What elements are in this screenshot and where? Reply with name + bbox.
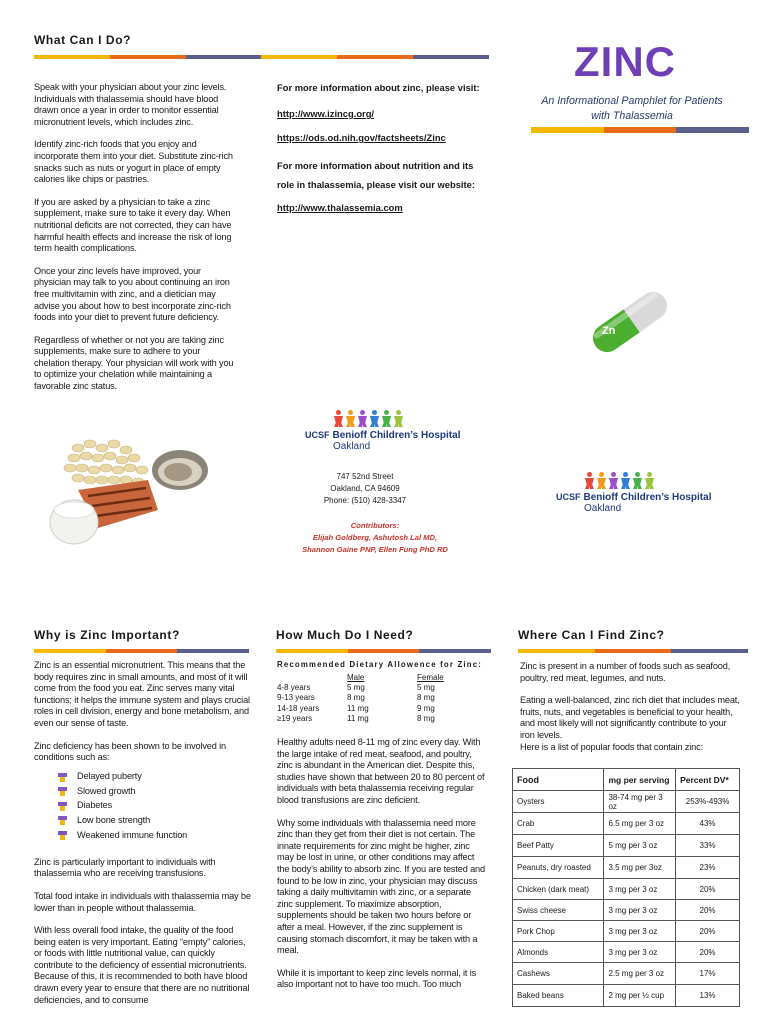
rda-title: Recommended Dietary Allowence for Zinc: <box>277 660 483 669</box>
info-intro: For more information about zinc, please visit: <box>277 82 480 93</box>
hospital-name: Benioff Children’s Hospital <box>332 430 461 441</box>
table-row: Baked beans 2 mg per ½ cup 13% <box>513 985 740 1007</box>
table-row: Peanuts, dry roasted 3.5 mg per 3oz 23% <box>513 857 740 879</box>
list-item: Weakened immune function <box>34 828 252 843</box>
cover-subtitle-line: An Informational Pamphlet for Patients <box>541 95 723 107</box>
contributors-label: Contributors: <box>350 521 400 530</box>
kids-logo-icon <box>584 472 731 490</box>
address-city: Oakland, CA 94609 <box>330 484 400 493</box>
cover-hospital-logo <box>556 472 731 514</box>
zinc-capsule-image <box>580 282 680 362</box>
table-row: 4-8 years 5 mg 5 mg <box>277 683 435 693</box>
panel6-stripe <box>518 649 748 653</box>
panel6-heading: Where Can I Find Zinc? <box>518 628 665 642</box>
rda-table <box>277 672 457 724</box>
capsule-label: Zn <box>602 325 616 337</box>
column-header: Percent DV* <box>676 769 740 791</box>
bullet-icon <box>58 816 67 825</box>
panel6-paragraph: Eating a well-balanced, zinc rich diet that includes meat, fruits, nuts, and vegetables is beneficial to your health, and most likely will not significantly contribute to your iron levels. <box>520 695 740 740</box>
table-row: ≥19 years 11 mg 8 mg <box>277 714 435 724</box>
panel5-heading: How Much Do I Need? <box>276 628 414 642</box>
cover-subtitle <box>522 94 742 124</box>
table-row: Almonds 3 mg per 3 oz 20% <box>513 942 740 963</box>
panel5-paragraph: Healthy adults need 8-11 mg of zinc every day. With the large intake of red meat, seafood, and poultry, zinc is abundant in the American diet. Despite this, studies have shown that between 20 to 80 percent of individuals with beta thalassemia receiving regular blood transfusions are zinc deficient. <box>277 737 485 805</box>
panel4-heading: Why is Zinc Important? <box>34 628 180 642</box>
contributors <box>290 520 460 556</box>
table-row: 14-18 years 11 mg 9 mg <box>277 703 435 713</box>
panel4-stripe <box>34 649 249 653</box>
panel4-paragraph: Zinc is particularly important to individuals with thalassemia who are receiving transfusions. <box>34 856 216 879</box>
hospital-name: Benioff Children’s Hospital <box>583 492 712 503</box>
panel4-paragraph: With less overall food intake, the quality of the food being eaten is very important. Eating “empty” calories, or foods with little nutritional value, can quickly contribute to the deficiency of essential micronutrients. Because of this, it is recommended to both have blood drawn every year to ensure that there are no nutritional deficiencies, and to consume <box>34 925 250 1005</box>
panel4-body <box>34 660 252 1017</box>
panel1-stripe <box>34 55 489 59</box>
panel4-paragraph: Zinc deficiency has been shown to be involved in conditions such as: <box>34 740 226 763</box>
bullet-icon <box>58 773 67 782</box>
table-row: Crab 6.5 mg per 3 oz 43% <box>513 813 740 835</box>
panel1-paragraph: If you are asked by a physician to take a zinc supplement, make sure to take it every day. When nutritional deficits are not corrected, they can have harmful health effects and increase the risk of long term health complications. <box>34 196 232 254</box>
table-row: Chicken (dark meat) 3 mg per 3 oz 20% <box>513 879 740 900</box>
bullet-icon <box>58 787 67 796</box>
contributors-line: Elijah Goldberg, Ashutosh Lal MD, <box>312 533 438 542</box>
address-phone: Phone: (510) 428-3347 <box>323 496 407 505</box>
zinc-foods-table <box>512 768 740 1007</box>
panel1-paragraph: Regardless of whether or not you are taking zinc supplements, make sure to adhere to your chelation therapy. Your physician will work with you to optimize your chelation while maintaining a favorable zinc status. <box>34 334 234 392</box>
address-street: 747 52nd Street <box>336 472 394 481</box>
kids-logo-icon <box>333 410 480 428</box>
panel1-paragraph: Once your zinc levels have improved, your physician may talk to you about continuing an iron free multivitamin with zinc, and a dietician may advise you about how to best incorporate zinc-rich foods into your diet to prevent future deficiency. <box>34 265 231 323</box>
list-item: Slowed growth <box>34 784 252 799</box>
deficiency-conditions-list <box>34 770 252 843</box>
panel4-paragraph: Total food intake in individuals with thalassemia may be lower than in people without thalassemia. <box>34 890 251 913</box>
panel1-heading: What Can I Do? <box>34 33 132 47</box>
cover-stripe <box>531 127 749 133</box>
hospital-address <box>300 471 430 507</box>
panel6-paragraph: Here is a list of popular foods that contain zinc: <box>520 741 703 752</box>
table-row: Oysters 38-74 mg per 3 oz 253%-493% <box>513 791 740 813</box>
panel1-body <box>34 82 236 404</box>
izincg-link[interactable]: http://www.izincg.org/ <box>277 108 375 119</box>
rda-header-male: Male <box>347 672 365 682</box>
column-header: mg per serving <box>604 769 676 791</box>
info-intro2: For more information about nutrition and its role in thalassemia, please visit our website: <box>277 160 475 190</box>
contributors-line: Shannon Gaine PNP, Ellen Fung PhD RD <box>302 545 448 554</box>
table-row: Swiss cheese 3 mg per 3 oz 20% <box>513 900 740 921</box>
thalassemia-website-link[interactable]: http://www.thalassemia.com <box>277 202 403 213</box>
zinc-foods-image <box>48 430 208 555</box>
column-header: Food <box>513 769 604 791</box>
list-item: Diabetes <box>34 799 252 814</box>
table-row: 9-13 years 8 mg 8 mg <box>277 693 435 703</box>
list-item: Low bone strength <box>34 814 252 829</box>
table-row: Beef Patty 5 mg per 3 oz 33% <box>513 835 740 857</box>
bullet-icon <box>58 802 67 811</box>
list-item: Delayed puberty <box>34 770 252 785</box>
table-header-row <box>513 769 740 791</box>
hospital-logo <box>305 410 480 452</box>
panel6-paragraph: Zinc is present in a number of foods such as seafood, poultry, red meat, legumes, and nuts. <box>520 661 731 683</box>
panel1-paragraph: Speak with your physician about your zinc levels. Individuals with thalassemia should have blood drawn once a year in order to monitor essential micronutrient levels, which includes zinc. <box>34 82 227 127</box>
panel2-info <box>277 82 489 214</box>
table-row: Pork Chop 3 mg per 3 oz 20% <box>513 921 740 942</box>
cover-title: ZINC <box>574 38 676 85</box>
ucsf-wordmark: UCSF <box>556 492 581 502</box>
panel5-paragraph: While it is important to keep zinc levels normal, it is also important not to have too much. Too much <box>277 967 477 990</box>
table-row: Cashews 2.5 mg per 3 oz 17% <box>513 963 740 985</box>
hospital-city: Oakland <box>333 441 371 452</box>
bullet-icon <box>58 831 67 840</box>
cover-subtitle-line: with Thalassemia <box>591 110 673 122</box>
ucsf-wordmark: UCSF <box>305 430 330 440</box>
panel6-body <box>520 661 742 764</box>
panel5-body <box>277 737 487 1002</box>
nih-factsheet-link[interactable]: https://ods.od.nih.gov/factsheets/Zinc <box>277 132 446 143</box>
rda-header-female: Female <box>417 672 444 682</box>
panel1-paragraph: Identify zinc-rich foods that you enjoy and incorporate them into your diet. Substitute zinc-rich snacks such as nuts or yogurt in place of empty calories like chips or pastries. <box>34 139 233 185</box>
panel5-paragraph: Why some individuals with thalassemia need more zinc than they get from their diet is not certain. The innate requirements for zinc might be higher, zinc may be lost in urine, or other conditions may affect the body’s ability to absorb zinc. If you are tested and found to be low in zinc, your physician may discuss taking a daily multivitamin with zinc, or a separate zinc supplement. To maximize absorption, supplements should be taken two hours before or after a meal. However, if the zinc supplement is causing stomach discomfort, it may be taken with a meal. <box>277 817 485 956</box>
panel5-stripe <box>276 649 491 653</box>
panel4-paragraph: Zinc is an essential micronutrient. This means that the body requires zinc in small amounts, and most of it will come from the food you eat. Zinc serves many vital functions; it helps the immune system and plays crucial roles in cell division, energy and bone metabolism, and even our sense of taste. <box>34 660 250 728</box>
hospital-city: Oakland <box>584 503 622 514</box>
